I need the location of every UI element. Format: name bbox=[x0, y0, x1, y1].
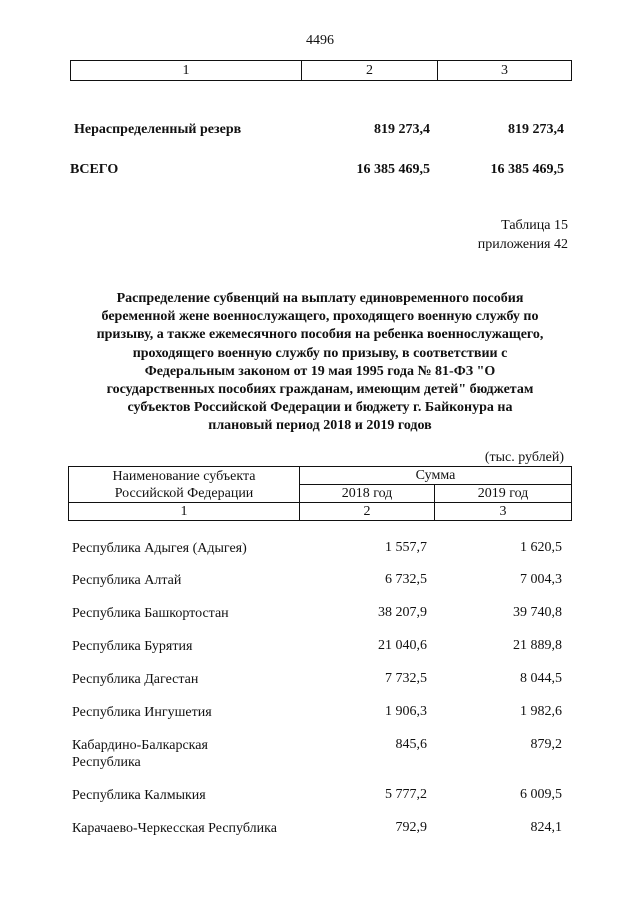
summary-value-2018: 16 385 469,5 bbox=[356, 162, 430, 177]
title-line: субъектов Российской Федерации и бюджету г. Байконура на bbox=[127, 400, 513, 416]
header-year-2019: 2019 год bbox=[435, 485, 572, 503]
subject-name: Республика Башкортостан bbox=[72, 606, 229, 621]
appendix-number: приложения 42 bbox=[477, 237, 568, 252]
summary-label: Нераспределенный резерв bbox=[74, 122, 242, 137]
title-line: проходящего военную службу по призыву, в соответствии с bbox=[132, 345, 508, 361]
subject-name: Республика Алтай bbox=[72, 573, 182, 588]
subject-name: Кабардино-Балкарская Республика bbox=[72, 738, 208, 770]
header-subject-name bbox=[69, 467, 300, 503]
value-2019: 1 982,6 bbox=[520, 704, 562, 719]
header-subject-line: Российской Федерации bbox=[114, 485, 254, 501]
value-2018: 5 777,2 bbox=[385, 787, 427, 802]
column-number-3: 3 bbox=[438, 61, 572, 81]
value-2018: 7 732,5 bbox=[385, 671, 427, 686]
subject-name: Республика Калмыкия bbox=[72, 788, 206, 803]
value-2018: 845,6 bbox=[395, 737, 427, 752]
header-number-3: 3 bbox=[435, 503, 572, 521]
summary-row-reserve bbox=[0, 122, 640, 142]
value-2019: 824,1 bbox=[530, 820, 562, 835]
value-2018: 1 906,3 bbox=[385, 704, 427, 719]
title-line: призыву, а также ежемесячного пособия на ребенка военнослужащего, bbox=[96, 327, 544, 343]
table-number: Таблица 15 bbox=[501, 218, 568, 233]
value-2018: 6 732,5 bbox=[385, 572, 427, 587]
subject-name: Республика Ингушетия bbox=[72, 705, 212, 720]
title-line: плановый период 2018 и 2019 годов bbox=[208, 418, 432, 434]
subject-name: Республика Бурятия bbox=[72, 639, 193, 654]
document-title bbox=[80, 290, 560, 436]
title-line: Федеральным законом от 19 мая 1995 года № 81-ФЗ "О bbox=[144, 363, 496, 379]
summary-value-2019: 16 385 469,5 bbox=[490, 162, 564, 177]
header-year-2018: 2018 год bbox=[300, 485, 435, 503]
value-2018: 1 557,7 bbox=[385, 540, 427, 555]
value-2018: 792,9 bbox=[395, 820, 427, 835]
value-2019: 8 044,5 bbox=[520, 671, 562, 686]
subject-name: Республика Дагестан bbox=[72, 672, 199, 687]
value-2019: 1 620,5 bbox=[520, 540, 562, 555]
title-line: беременной жене военнослужащего, проходящего военную службу по bbox=[101, 309, 539, 325]
summary-row-total bbox=[0, 162, 640, 182]
value-2019: 6 009,5 bbox=[520, 787, 562, 802]
column-number-2: 2 bbox=[302, 61, 438, 81]
value-2018: 38 207,9 bbox=[378, 605, 427, 620]
continuation-header-table bbox=[70, 60, 572, 81]
header-number-1: 1 bbox=[69, 503, 300, 521]
header-subject-line: Наименование субъекта bbox=[112, 468, 256, 484]
value-2019: 7 004,3 bbox=[520, 572, 562, 587]
units-note: (тыс. рублей) bbox=[484, 450, 564, 465]
summary-label: ВСЕГО bbox=[70, 162, 119, 177]
table-reference bbox=[478, 216, 568, 254]
header-number-2: 2 bbox=[300, 503, 435, 521]
subject-name: Республика Адыгея (Адыгея) bbox=[72, 541, 247, 556]
summary-value-2019: 819 273,4 bbox=[508, 122, 564, 137]
header-sum: Сумма bbox=[300, 467, 572, 485]
column-number-1: 1 bbox=[71, 61, 302, 81]
summary-value-2018: 819 273,4 bbox=[374, 122, 430, 137]
value-2019: 879,2 bbox=[530, 737, 562, 752]
value-2019: 39 740,8 bbox=[513, 605, 562, 620]
column-header-table bbox=[68, 466, 572, 521]
subject-name: Карачаево-Черкесская Республика bbox=[72, 821, 277, 836]
title-line: государственных пособиях гражданам, имеющим детей" бюджетам bbox=[106, 382, 534, 398]
value-2018: 21 040,6 bbox=[378, 638, 427, 653]
value-2019: 21 889,8 bbox=[513, 638, 562, 653]
page-number: 4496 bbox=[306, 33, 334, 48]
title-line: Распределение субвенций на выплату единовременного пособия bbox=[116, 291, 524, 306]
